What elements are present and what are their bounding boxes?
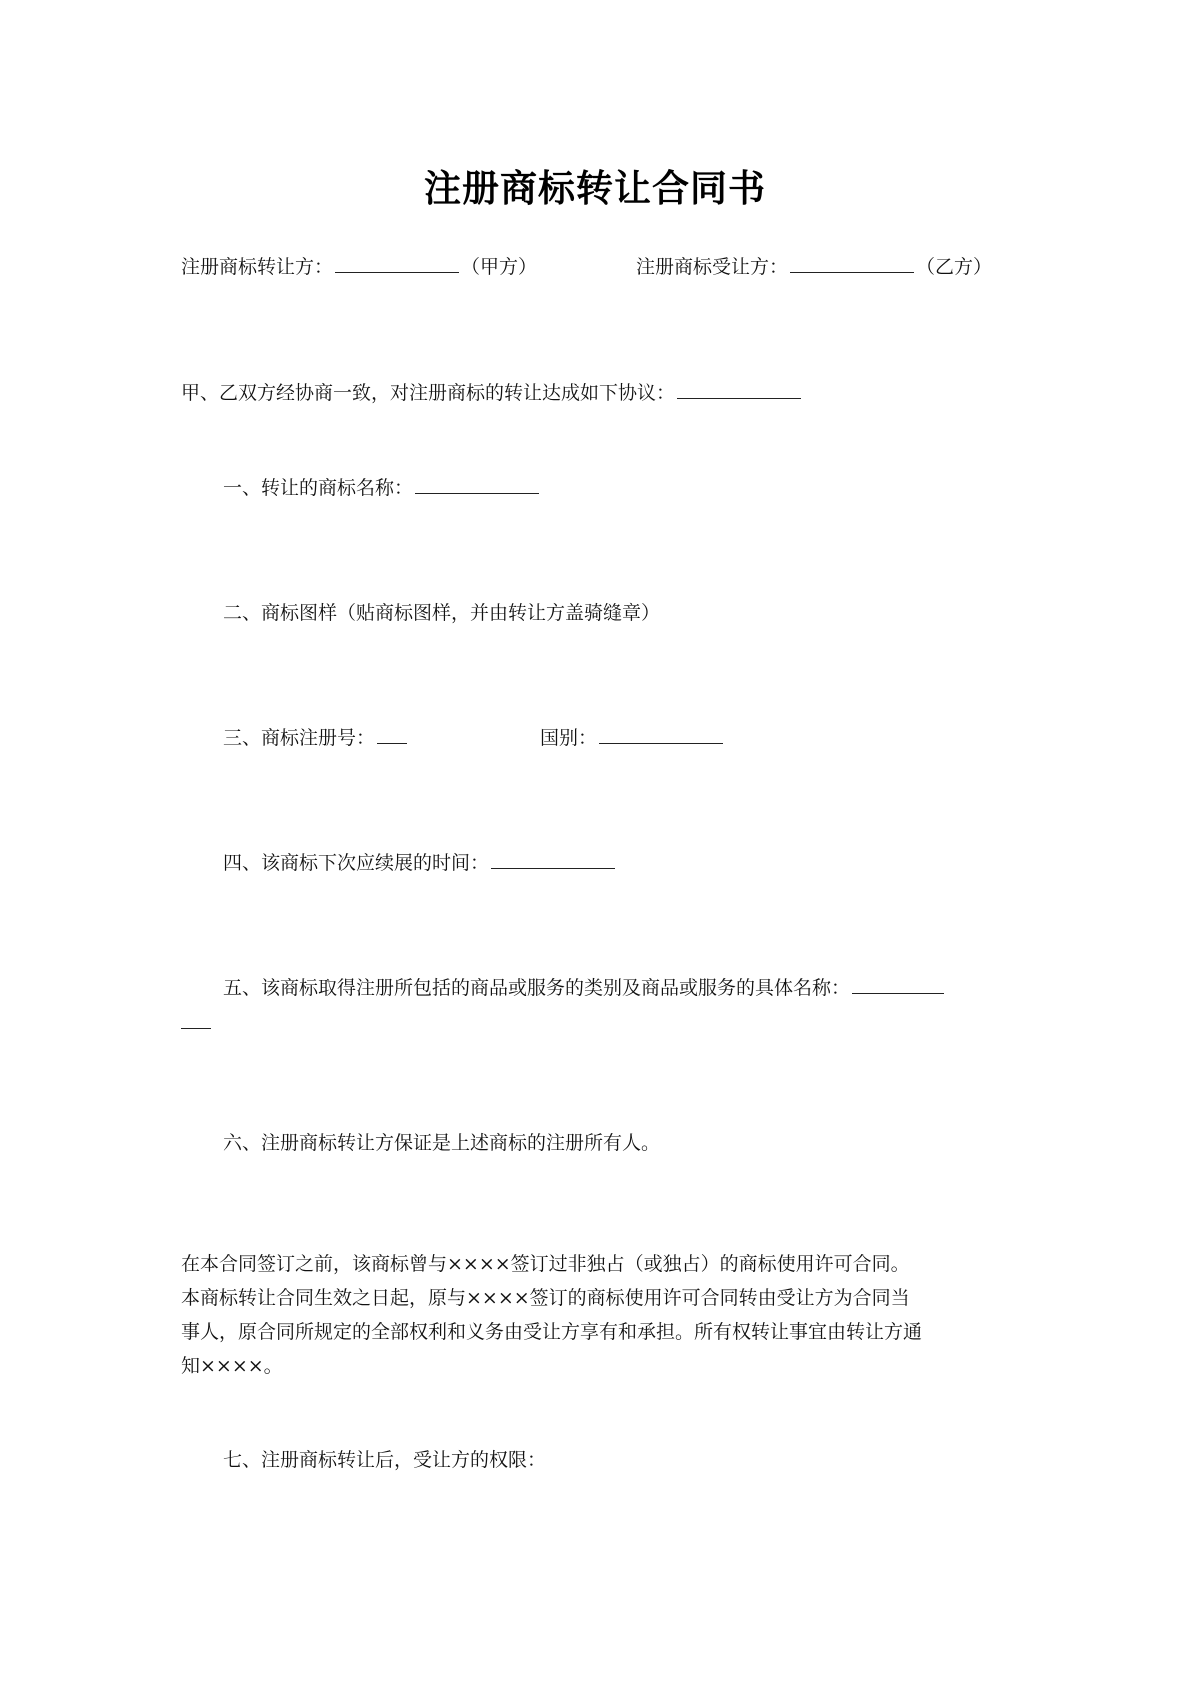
clause-4 bbox=[223, 848, 617, 878]
transferor-blank[interactable] bbox=[335, 252, 459, 273]
country-label: 国别： bbox=[540, 727, 598, 749]
license-paragraph bbox=[181, 1247, 1019, 1383]
intro-text: 甲、乙双方经协商一致，对注册商标的转让达成如下协议： bbox=[181, 382, 676, 404]
license-line: 知××××。 bbox=[181, 1355, 283, 1377]
clause-2-text: 二、商标图样（贴商标图样，并由转让方盖骑缝章） bbox=[223, 602, 661, 624]
transferee-suffix: （乙方） bbox=[916, 256, 993, 278]
transferee-line bbox=[636, 252, 992, 282]
transferor-label: 注册商标转让方： bbox=[181, 256, 334, 278]
intro-line bbox=[181, 378, 803, 408]
goods-services-blank[interactable] bbox=[852, 973, 944, 994]
clause-7-text: 七、注册商标转让后，受让方的权限： bbox=[223, 1449, 547, 1471]
clause-5-continuation bbox=[181, 1008, 213, 1038]
intro-blank[interactable] bbox=[677, 378, 801, 399]
country-blank[interactable] bbox=[599, 723, 723, 744]
clause-1-text: 一、转让的商标名称： bbox=[223, 477, 414, 499]
clause-3 bbox=[223, 723, 409, 753]
registration-number-blank[interactable] bbox=[377, 723, 407, 744]
clause-2 bbox=[223, 598, 660, 628]
clause-6 bbox=[223, 1128, 660, 1158]
transferee-label: 注册商标受让方： bbox=[636, 256, 789, 278]
document-title: 注册商标转让合同书 bbox=[424, 166, 766, 210]
clause-1 bbox=[223, 473, 541, 503]
clause-5-text: 五、该商标取得注册所包括的商品或服务的类别及商品或服务的具体名称： bbox=[223, 977, 851, 999]
transferor-line bbox=[181, 252, 537, 282]
transferor-suffix: （甲方） bbox=[461, 256, 538, 278]
trademark-name-blank[interactable] bbox=[415, 473, 539, 494]
license-line: 本商标转让合同生效之日起，原与××××签订的商标使用许可合同转由受让方为合同当 bbox=[181, 1287, 910, 1309]
license-line: 事人，原合同所规定的全部权利和义务由受让方享有和承担。所有权转让事宜由转让方通 bbox=[181, 1321, 923, 1343]
goods-services-blank-continued[interactable] bbox=[181, 1008, 211, 1029]
clause-3-text: 三、商标注册号： bbox=[223, 727, 376, 749]
clause-6-text: 六、注册商标转让方保证是上述商标的注册所有人。 bbox=[223, 1132, 661, 1154]
transferee-blank[interactable] bbox=[790, 252, 914, 273]
renewal-time-blank[interactable] bbox=[491, 848, 615, 869]
clause-4-text: 四、该商标下次应续展的时间： bbox=[223, 852, 490, 874]
clause-3-country bbox=[540, 723, 725, 753]
clause-7 bbox=[223, 1445, 546, 1475]
clause-5 bbox=[223, 973, 946, 1003]
license-line: 在本合同签订之前，该商标曾与××××签订过非独占（或独占）的商标使用许可合同。 bbox=[181, 1253, 910, 1275]
